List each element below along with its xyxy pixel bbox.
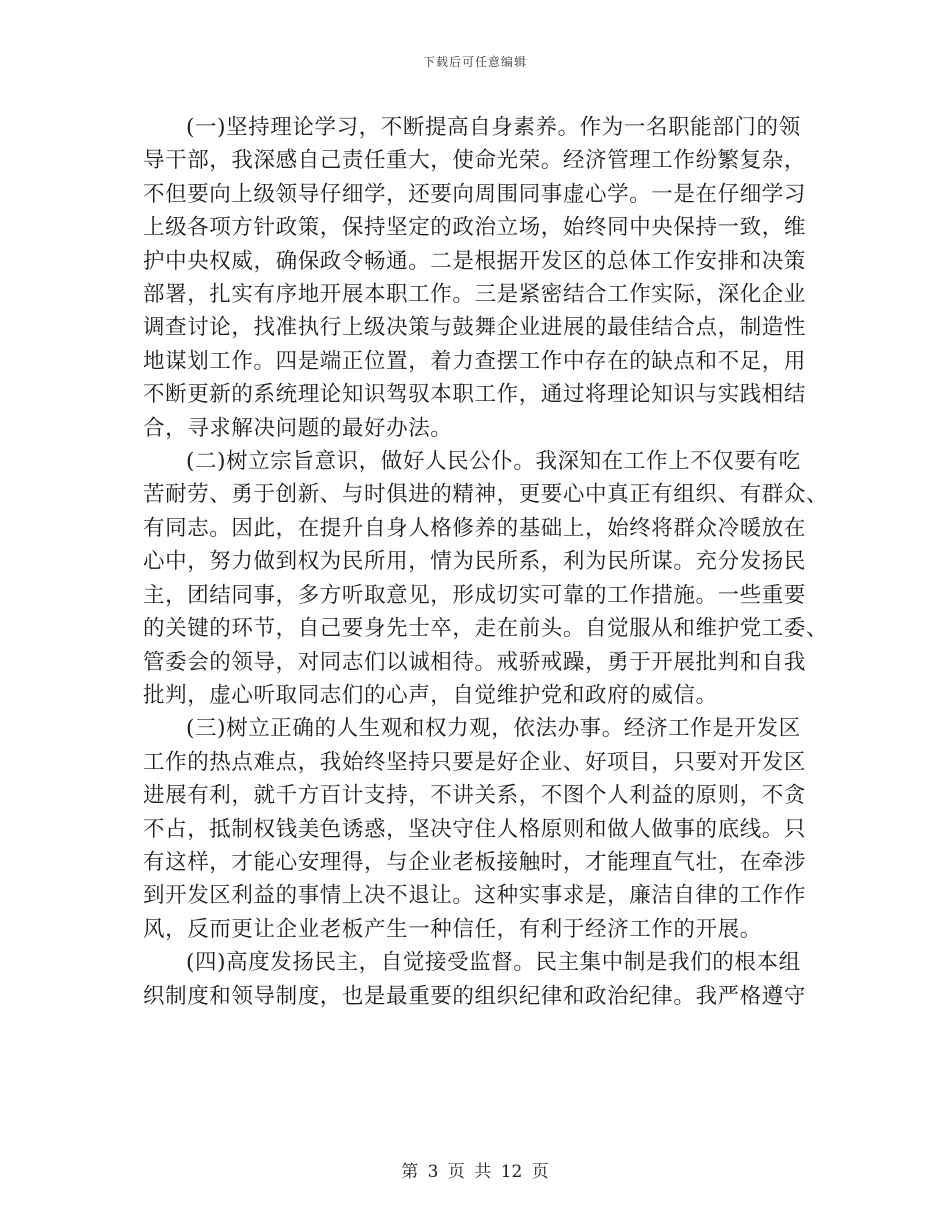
text-line: 到开发区利益的事情上决不退让。这种实事求是，廉洁自律的工作作 bbox=[143, 883, 807, 909]
text-line: 工作的热点难点，我始终坚持只要是好企业、好项目，只要对开发区 bbox=[143, 749, 807, 775]
document-body bbox=[143, 111, 829, 1013]
text-line: 不但要向上级领导仔细学，还要向周围同事虚心学。一是在仔细学习 bbox=[143, 181, 807, 207]
text-line: 部署，扎实有序地开展本职工作。三是紧密结合工作实际，深化企业 bbox=[143, 282, 807, 308]
text-line: 织制度和领导制度，也是最重要的组织纪律和政治纪律。我严格遵守 bbox=[143, 983, 807, 1009]
page-header: 下载后可任意编辑 bbox=[422, 55, 527, 69]
paragraph-3 bbox=[143, 712, 807, 946]
text-line: 合，寻求解决问题的最好办法。 bbox=[143, 415, 453, 441]
text-line: (二)树立宗旨意识，做好人民公仆。我深知在工作上不仅要有吃 bbox=[186, 449, 801, 475]
text-line: (一)坚持理论学习，不断提高自身素养。作为一名职能部门的领 bbox=[186, 115, 801, 140]
text-line: 苦耐劳、勇于创新、与时俱进的精神，更要心中真正有组织、有群众、 bbox=[143, 482, 829, 508]
text-line: 的关键的环节，自己要身先士卒，走在前头。自觉服从和维护党工委、 bbox=[143, 616, 829, 642]
text-line: 风，反而更让企业老板产生一种信任，有利于经济工作的开展。 bbox=[143, 916, 762, 942]
text-line: 主，团结同事，多方听取意见，形成切实可靠的工作措施。一些重要 bbox=[143, 582, 807, 608]
text-line: 护中央权威，确保政令畅通。二是根据开发区的总体工作安排和决策 bbox=[143, 248, 807, 274]
text-line: 不占，抵制权钱美色诱惑，坚决守住人格原则和做人做事的底线。只 bbox=[143, 816, 807, 842]
text-line: 地谋划工作。四是端正位置，着力查摆工作中存在的缺点和不足，用 bbox=[143, 348, 807, 374]
paragraph-2 bbox=[143, 445, 829, 712]
text-line: 不断更新的系统理论知识驾驭本职工作，通过将理论知识与实践相结 bbox=[143, 382, 807, 408]
text-line: 有这样，才能心安理得，与企业老板接触时，才能理直气壮，在牵涉 bbox=[143, 849, 807, 875]
text-line: 上级各项方针政策，保持坚定的政治立场，始终同中央保持一致，维 bbox=[143, 215, 807, 241]
paragraph-1 bbox=[143, 111, 807, 445]
text-line: 管委会的领导，对同志们以诚相待。戒骄戒躁，勇于开展批判和自我 bbox=[143, 649, 807, 675]
text-line: (三)树立正确的人生观和权力观，依法办事。经济工作是开发区 bbox=[186, 716, 801, 742]
page-footer: 第 3 页 共 12 页 bbox=[401, 1162, 549, 1182]
paragraph-4 bbox=[143, 946, 807, 1013]
text-line: 心中，努力做到权为民所用，情为民所系，利为民所谋。充分发扬民 bbox=[143, 549, 807, 575]
text-line: 导干部，我深感自己责任重大，使命光荣。经济管理工作纷繁复杂， bbox=[143, 148, 807, 174]
text-line: (四)高度发扬民主，自觉接受监督。民主集中制是我们的根本组 bbox=[186, 950, 801, 976]
text-line: 批判，虚心听取同志们的心声，自觉维护党和政府的威信。 bbox=[143, 682, 718, 708]
text-line: 有同志。因此，在提升自身人格修养的基础上，始终将群众冷暖放在 bbox=[143, 515, 807, 541]
text-line: 进展有利，就千方百计支持，不讲关系，不图个人利益的原则，不贪 bbox=[143, 783, 807, 809]
text-line: 调查讨论，找准执行上级决策与鼓舞企业进展的最佳结合点，制造性 bbox=[143, 315, 807, 341]
